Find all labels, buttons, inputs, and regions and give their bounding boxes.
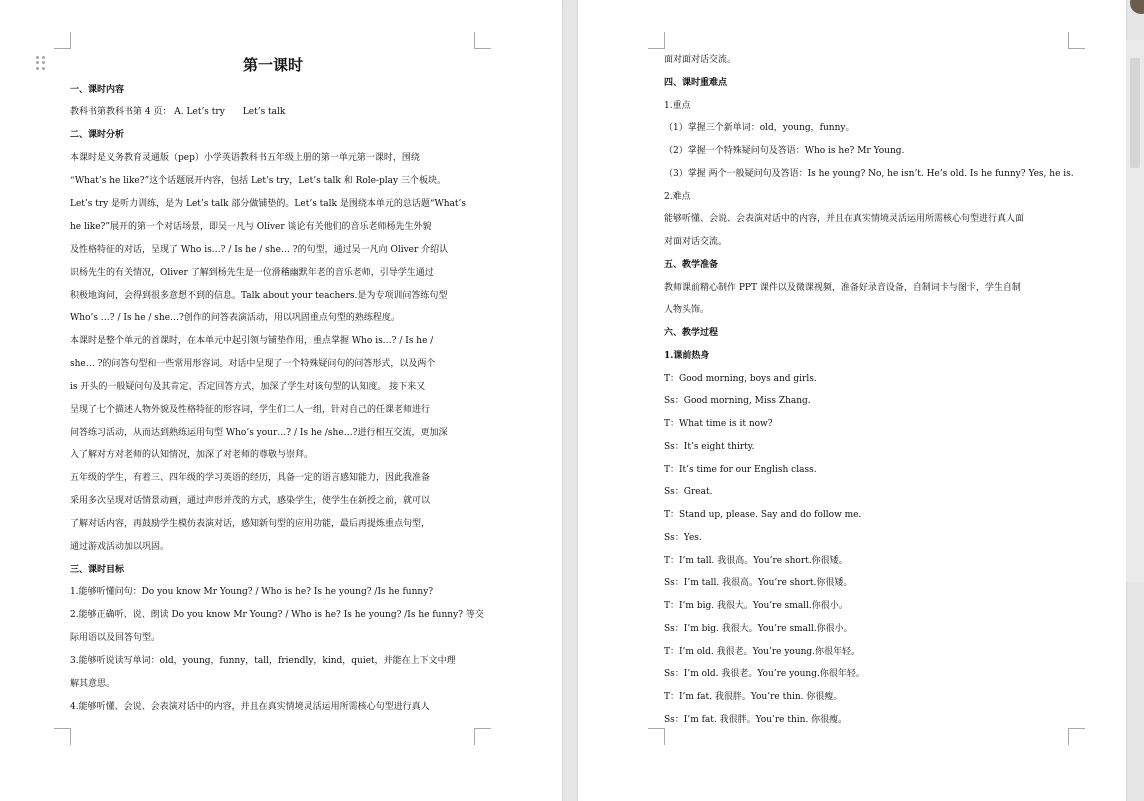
dialogue-line: Ss：I’m fat. 我很胖。You’re thin. 你很瘦。 (664, 715, 848, 725)
paragraph-line: 教师课前精心制作 PPT 课件以及微课视频，准备好录音设备，自制词卡与图卡，学生自制 (664, 283, 1021, 293)
paragraph-line: 人物头饰。 (664, 305, 710, 315)
dialogue-line: T：I’m tall. 我很高。You’re short.你很矮。 (664, 556, 848, 566)
paragraph-line: 4.能够听懂、会说、会表演对话中的内容，并且在真实情境灵活运用所需核心句型进行真人 (70, 702, 430, 712)
dialogue-line: T：I’m big. 我很大。You’re small.你很小。 (664, 601, 848, 611)
paragraph-line: he like?”展开的第一个对话场景，即吴一凡与 Oliver 谈论有关他们的音乐老师杨先生外貌 (70, 222, 432, 232)
page-corner-marker (1068, 32, 1085, 49)
section-heading: 四、课时重难点 (664, 78, 728, 88)
paragraph-line: “What’s he like?”这个话题展开内容，包括 Let’s try，Let’s talk 和 Role-play 三个板块。 (70, 176, 446, 186)
paragraph-line: 对面对话交流。 (664, 237, 728, 247)
page-corner-marker (648, 728, 665, 745)
dialogue-line: Ss：Yes. (664, 533, 702, 543)
page-corner-marker (474, 32, 491, 49)
scrollbar-thumb[interactable] (1130, 58, 1140, 168)
paragraph-line: 采用多次呈现对话情景动画，通过声形并茂的方式，感染学生，使学生在新授之前，就可以 (70, 496, 431, 506)
page-corner-marker (54, 32, 71, 49)
section-heading: 1.课前热身 (664, 351, 710, 361)
document-page-left (0, 0, 562, 801)
page-corner-marker (1068, 728, 1085, 745)
drag-handle-icon[interactable] (36, 56, 46, 70)
paragraph-line: 教科书第教科书第 4 页： A. Let’s try Let’s talk (70, 107, 286, 117)
paragraph-line: 2.难点 (664, 192, 691, 202)
document-page-right (578, 0, 1126, 801)
dialogue-line: Ss：Good morning, Miss Zhang. (664, 396, 811, 406)
paragraph-line: 面对面对话交流。 (664, 55, 737, 65)
section-heading: 二、课时分析 (70, 130, 125, 140)
paragraph-line: 通过游戏活动加以巩固。 (70, 542, 170, 552)
paragraph-line: 呈现了七个描述人物外貌及性格特征的形容词，学生们二人一组，针对自己的任课老师进行 (70, 405, 431, 415)
paragraph-line: 本课时是整个单元的首课时，在本单元中起引领与铺垫作用，重点掌握 Who is…? / Is he / (70, 336, 434, 346)
paragraph-line: 解其意思。 (70, 679, 116, 689)
dialogue-line: Ss：I’m tall. 我很高。You’re short.你很矮。 (664, 578, 853, 588)
dialogue-line: Ss：It’s eight thirty. (664, 442, 755, 452)
avatar[interactable] (1130, 0, 1144, 14)
paragraph-line: （3）掌握 两个一般疑问句及答语：Is he young? No, he isn’t. He’s old. Is he funny? Yes, he is. (664, 169, 1074, 179)
paragraph-line: 入了解对方对老师的认知情况，加深了对老师的尊敬与崇拜。 (70, 450, 314, 460)
paragraph-line: 3.能够听说读写单词：old，young，funny，tall，friendly，kind，quiet，并能在上下文中理 (70, 656, 456, 666)
dialogue-line: Ss：I’m old. 我很老。You’re young.你很年轻。 (664, 669, 865, 679)
paragraph-line: 1.重点 (664, 101, 691, 111)
paragraph-line: 了解对话内容，再鼓励学生模仿表演对话，感知新句型的应用功能，最后再提炼重点句型， (70, 519, 431, 529)
dialogue-line: T：Stand up, please. Say and do follow me. (664, 510, 862, 520)
page-corner-marker (54, 728, 71, 745)
paragraph-line: Who’s …? / Is he / she…?创作的问答表演活动，用以巩固重点句型的熟练程度。 (70, 313, 400, 323)
section-heading: 六、教学过程 (664, 328, 719, 338)
vertical-scrollbar[interactable] (1126, 40, 1144, 582)
paragraph-line: 1.能够听懂问句：Do you know Mr Young? / Who is he? Is he young? /Is he funny? (70, 587, 434, 597)
paragraph-line: （1）掌握三个新单词：old，young，funny。 (664, 123, 855, 133)
dialogue-line: Ss：Great. (664, 487, 713, 497)
section-heading: 三、课时目标 (70, 565, 125, 575)
paragraph-line: is 开头的一般疑问句及其肯定、否定回答方式，加深了学生对该句型的认知度。 接下来又 (70, 382, 426, 392)
paragraph-line: 及性格特征的对话，呈现了 Who is…? / Is he / she… ?的句型，通过吴一凡向 Oliver 介绍认 (70, 245, 449, 255)
page-corner-marker (474, 728, 491, 745)
page-title: 第一课时 (242, 56, 303, 74)
dialogue-line: T：What time is it now? (664, 419, 773, 429)
paragraph-line: 2.能够正确听、说、朗读 Do you know Mr Young? / Who is he? Is he young? /Is he funny? 等交 (70, 610, 484, 620)
paragraph-line: 积极地询问，会得到很多意想不到的信息。Talk about your teachers.是为专项训问答练句型 (70, 291, 448, 301)
paragraph-line: 能够听懂、会说、会表演对话中的内容，并且在真实情境灵活运用所需核心句型进行真人面 (664, 214, 1025, 224)
paragraph-line: 五年级的学生，有着三、四年级的学习英语的经历，具备一定的语言感知能力，因此我准备 (70, 473, 431, 483)
dialogue-line: T：I’m old. 我很老。You’re young.你很年轻。 (664, 647, 861, 657)
section-heading: 五、教学准备 (664, 260, 719, 270)
paragraph-line: 问答练习活动，从而达到熟练运用句型 Who’s your…? / Is he /she…?进行相互交流，更加深 (70, 428, 448, 438)
dialogue-line: T：I’m fat. 我很胖。You’re thin. 你很瘦。 (664, 692, 843, 702)
paragraph-line: Let’s try 是听力训练，是为 Let’s talk 部分做铺垫的。Let’s talk 是围绕本单元的总话题“What’s (70, 199, 466, 209)
paragraph-line: 识杨先生的有关情况，Oliver 了解到杨先生是一位滑稽幽默年老的音乐老师，引导学生通过 (70, 268, 434, 278)
paragraph-line: she… ?的问答句型和一些常用形容词。对话中呈现了一个特殊疑问句的问答形式，以及两个 (70, 359, 436, 369)
page-corner-marker (648, 32, 665, 49)
dialogue-line: T：Good morning, boys and girls. (664, 374, 817, 384)
paragraph-line: 际用语以及回答句型。 (70, 633, 161, 643)
paragraph-line: （2）掌握一个特殊疑问句及答语：Who is he? Mr Young. (664, 146, 905, 156)
paragraph-line: 本课时是义务教育灵通版（pep）小学英语教科书五年级上册的第一单元第一课时，围绕 (70, 153, 420, 163)
dialogue-line: Ss：I’m big. 我很大。You’re small.你很小。 (664, 624, 853, 634)
section-heading: 一、课时内容 (70, 85, 125, 95)
dialogue-line: T：It’s time for our English class. (664, 465, 817, 475)
